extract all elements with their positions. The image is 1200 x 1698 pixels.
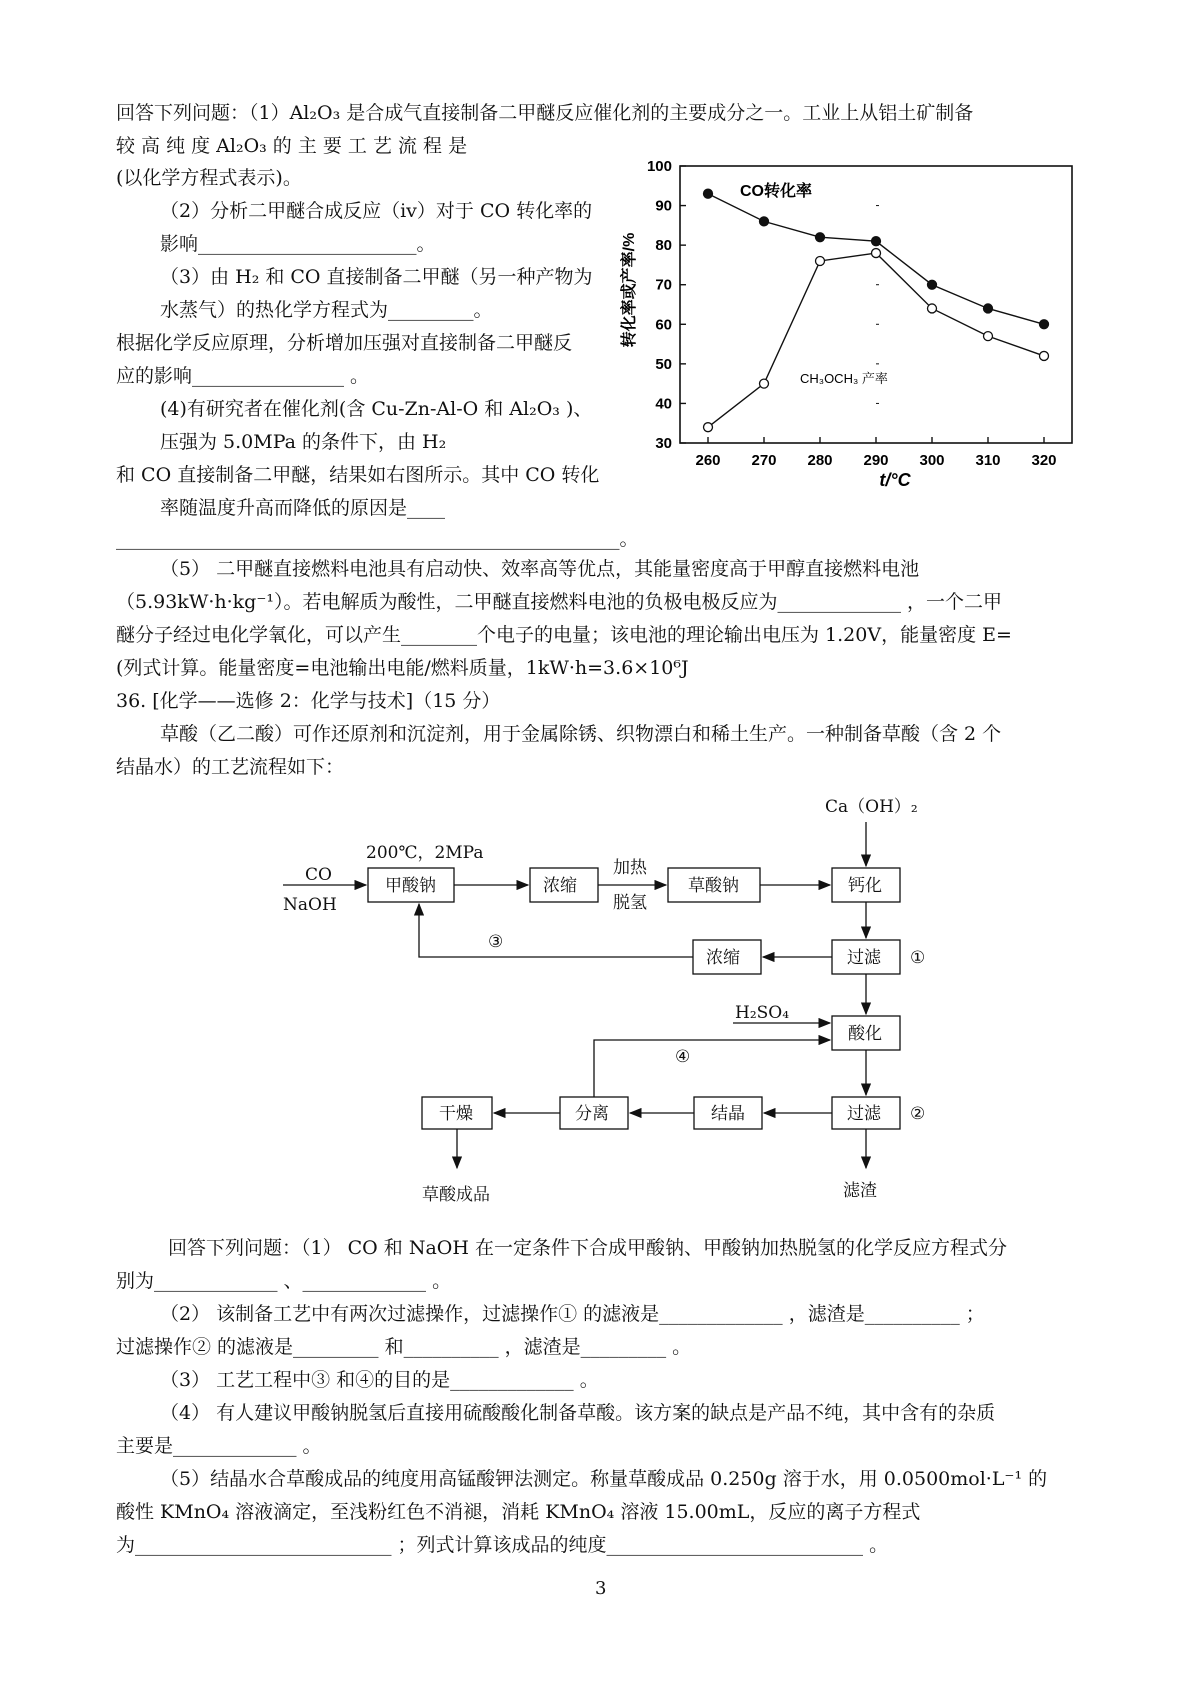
- legend-ch3och3: CH₃OCH₃ 产率: [800, 371, 888, 386]
- series-line-1: [708, 253, 1044, 427]
- data-point-0: [984, 304, 993, 313]
- text-line: （5）结晶水合草酸成品的纯度用高锰酸钾法测定。称量草酸成品 0.250g 溶于水，用 0.0500mol·L⁻¹ 的: [160, 1468, 1048, 1490]
- text-line: (列式计算。能量密度=电池输出电能/燃料质量，1kW·h=3.6×10⁶J: [116, 657, 689, 679]
- label-tuoqing: 脱氢: [613, 893, 647, 913]
- text-line: 和 CO 直接制备二甲醚，结果如右图所示。其中 CO 转化: [116, 464, 600, 486]
- box-suanhua: [832, 1016, 900, 1050]
- label-jiejing: 结晶: [711, 1104, 745, 1124]
- data-point-0: [760, 217, 769, 226]
- text-line: 回答下列问题：（1）Al₂O₃ 是合成气直接制备二甲醚反应催化剂的主要成分之一。工业上从铝土矿制备: [116, 102, 974, 124]
- label-cahua: 钙化: [848, 876, 882, 896]
- text-line: 根据化学反应原理，分析增加压强对直接制备二甲醚反: [116, 332, 573, 354]
- data-point-0: [872, 237, 881, 246]
- label-circle2: ②: [910, 1104, 926, 1124]
- plot-frame: [680, 166, 1072, 443]
- box-guolv2: [832, 1097, 900, 1129]
- label-cond: 200℃，2MPa: [366, 843, 484, 863]
- text-line: 酸性 KMnO₄ 溶液滴定，至浅粉红色不消褪，消耗 KMnO₄ 溶液 15.00mL，反应的离子方程式: [116, 1501, 921, 1523]
- label-jiare: 加热: [613, 858, 647, 878]
- label-circle4: ④: [675, 1047, 691, 1067]
- data-point-1: [760, 379, 769, 388]
- data-point-0: [928, 280, 937, 289]
- text-line: 草酸（乙二酸）可作还原剂和沉淀剂，用于金属除锈、织物漂白和稀土生产。一种制备草酸（含 2 个: [160, 723, 1002, 745]
- box-guolv1: [832, 940, 900, 974]
- text-line: 结晶水）的工艺流程如下：: [116, 756, 345, 778]
- data-point-0: [816, 233, 825, 242]
- box-jiejing: [694, 1097, 762, 1129]
- x-tick-label: 280: [807, 452, 833, 469]
- y-tick-label: 30: [655, 435, 672, 452]
- box-ganzao: [422, 1097, 492, 1129]
- text-line: （5.93kW·h·kg⁻¹）。若电解质为酸性，二甲醚直接燃料电池的负极电极反应为_____________ ，一个二甲: [116, 591, 1003, 613]
- label-lvzha: 滤渣: [843, 1181, 877, 1201]
- chart-axes: [647, 158, 1072, 469]
- label-circle1: ①: [910, 948, 926, 968]
- legend-co: CO转化率: [740, 183, 813, 200]
- data-point-1: [704, 423, 713, 432]
- label-caosuan-na: 草酸钠: [688, 876, 739, 896]
- x-tick-label: 290: [863, 452, 889, 469]
- box-cahua: [832, 868, 900, 902]
- label-suanhua: 酸化: [848, 1024, 882, 1044]
- box-jiasuan: [368, 868, 454, 902]
- text-line: 应的影响________________ 。: [116, 365, 370, 387]
- text-line: 别为_____________ 、_____________ 。: [116, 1270, 452, 1292]
- label-guolv1: 过滤: [847, 948, 881, 968]
- text-line: 醚分子经过电化学氧化，可以产生________个电子的电量；该电池的理论输出电压为 1.20V，能量密度 E=: [116, 624, 1012, 646]
- text-line: （4） 有人建议甲酸钠脱氢后直接用硫酸酸化制备草酸。该方案的缺点是产品不纯，其中含有的杂质: [160, 1402, 996, 1424]
- text-line: 影响_______________________。: [160, 233, 436, 255]
- y-tick-label: 50: [655, 355, 672, 373]
- label-chengpin: 草酸成品: [422, 1185, 490, 1205]
- data-point-1: [872, 249, 881, 258]
- box-caosuan-na: [668, 868, 760, 902]
- text-line: 为___________________________ ；列式计算该成品的纯度___________________________ 。: [116, 1534, 889, 1556]
- label-ganzao: 干燥: [439, 1104, 473, 1124]
- data-point-1: [928, 304, 937, 313]
- y-tick-label: 100: [646, 158, 672, 175]
- x-axis-label: t/°C: [879, 470, 911, 490]
- text-line: (4)有研究者在催化剂(含 Cu-Zn-Al-O 和 Al₂O₃ )、: [160, 398, 593, 420]
- y-axis-label: 转化率或产率/%: [621, 232, 638, 348]
- text-line: （2）分析二甲醚合成反应（iv）对于 CO 转化率的: [160, 200, 593, 222]
- label-h2so4: H₂SO₄: [735, 1003, 790, 1023]
- data-point-1: [816, 256, 825, 265]
- text-line: （5） 二甲醚直接燃料电池具有启动快、效率高等优点，其能量密度高于甲醇直接燃料电池: [160, 558, 920, 580]
- data-point-1: [984, 332, 993, 341]
- y-tick-label: 90: [655, 197, 672, 215]
- x-tick-label: 320: [1031, 452, 1057, 469]
- label-fenli: 分离: [575, 1104, 609, 1124]
- label-co: CO: [305, 865, 332, 885]
- data-point-1: [1040, 351, 1049, 360]
- data-point-0: [1040, 320, 1049, 329]
- text-line: （2） 该制备工艺中有两次过滤操作，过滤操作① 的滤液是_____________ ，滤渣是__________ ；: [160, 1303, 985, 1325]
- text-line: （3）由 H₂ 和 CO 直接制备二甲醚（另一种产物为: [160, 266, 593, 288]
- data-point-0: [704, 189, 713, 198]
- text-line: 过滤操作② 的滤液是_________ 和__________ ，滤渣是_________ 。: [116, 1336, 692, 1358]
- text-line: (以化学方程式表示)。: [116, 167, 302, 189]
- x-tick-label: 270: [751, 452, 777, 469]
- label-circle3: ③: [488, 932, 504, 952]
- text-line: 压强为 5.0MPa 的条件下，由 H₂: [160, 431, 447, 453]
- x-tick-label: 260: [695, 452, 721, 469]
- series-line-0: [708, 194, 1044, 325]
- y-tick-label: 40: [655, 395, 672, 413]
- label-naoh: NaOH: [283, 895, 337, 915]
- text-line: 回答下列问题：（1） CO 和 NaOH 在一定条件下合成甲酸钠、甲酸钠加热脱氢的化学反应方程式分: [168, 1237, 1007, 1259]
- label-guolv2: 过滤: [847, 1104, 881, 1124]
- text-line: _____________________________________________________。: [116, 528, 639, 550]
- y-tick-label: 70: [655, 276, 672, 294]
- text-line: 水蒸气）的热化学方程式为_________。: [160, 299, 493, 321]
- page-number: 3: [595, 1578, 607, 1599]
- text-line: 率随温度升高而降低的原因是____: [160, 497, 446, 519]
- text-line: 较 高 纯 度 Al₂O₃ 的 主 要 工 艺 流 程 是: [116, 135, 468, 157]
- box-nongsuo: [530, 868, 598, 902]
- label-caoh2: Ca（OH）₂: [825, 797, 918, 817]
- text-line: 36. [化学——选修 2：化学与技术]（15 分）: [116, 690, 501, 712]
- x-tick-label: 300: [919, 452, 945, 469]
- label-nongsuo2: 浓缩: [706, 948, 740, 968]
- y-tick-label: 80: [655, 237, 672, 255]
- box-nongsuo2: [693, 940, 761, 974]
- y-tick-label: 60: [655, 316, 672, 334]
- box-fenli: [560, 1097, 628, 1129]
- label-jiasuan: 甲酸钠: [385, 876, 436, 896]
- text-line: 主要是_____________ 。: [116, 1435, 322, 1457]
- text-line: （3） 工艺工程中③ 和④的目的是_____________ 。: [160, 1369, 599, 1391]
- x-tick-label: 310: [975, 452, 1001, 469]
- label-nongsuo: 浓缩: [543, 876, 577, 896]
- chart-series: [704, 189, 1049, 431]
